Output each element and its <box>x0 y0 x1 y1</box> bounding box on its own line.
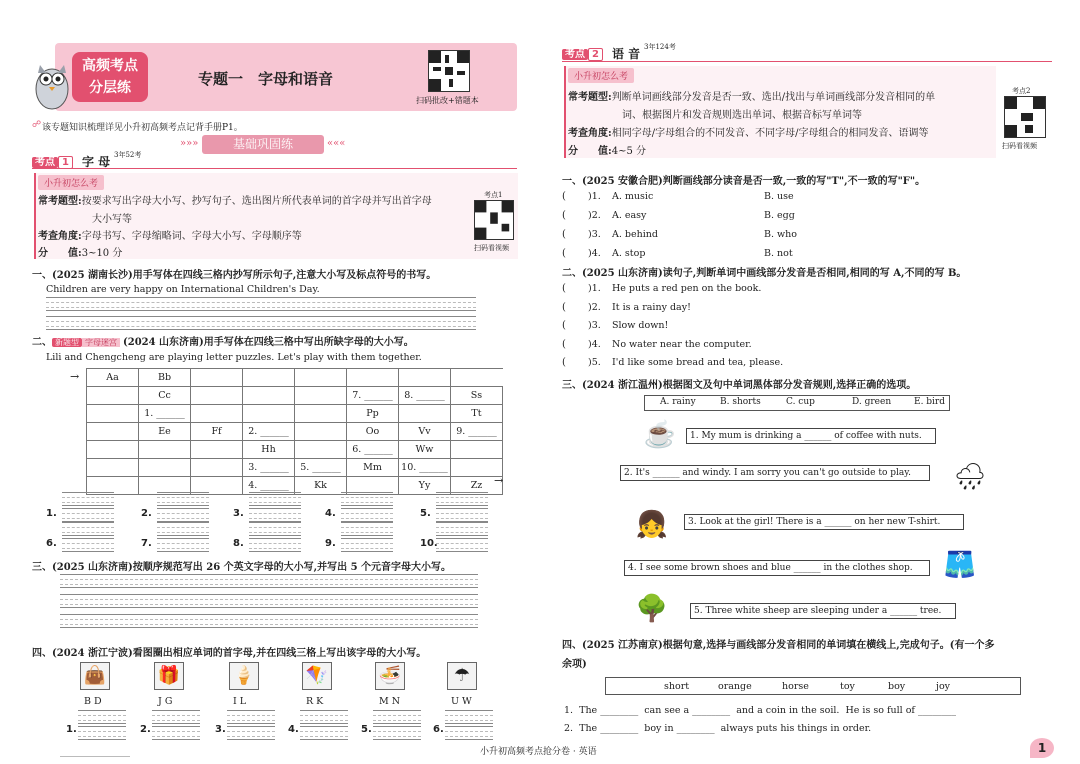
k2-row3-text: 4~5 分 <box>611 146 646 157</box>
answer-writing-lines[interactable] <box>78 710 126 724</box>
ice-cream-icon: 🍦 <box>229 662 259 690</box>
kaodian1-rule <box>32 168 517 169</box>
note-text: 该专题知识梳理详见小升初高频考点记背手册P1。 <box>42 123 243 133</box>
answer-writing-lines[interactable] <box>341 538 393 552</box>
answer-writing-lines[interactable] <box>62 508 114 522</box>
qr-code-icon[interactable] <box>428 50 470 92</box>
badge-line2: 分层练 <box>89 80 131 96</box>
q3-writing-lines-2[interactable] <box>60 594 478 608</box>
section-title-arrows-right: ««« <box>327 138 346 149</box>
answer-writing-lines[interactable] <box>300 726 348 740</box>
maze-cell <box>295 387 347 405</box>
coffee-cup-icon: ☕ <box>643 420 677 450</box>
answer-writing-lines[interactable] <box>436 492 488 506</box>
maze-row <box>87 459 503 477</box>
q3-writing-lines-1[interactable] <box>60 574 478 588</box>
maze-cell <box>87 459 139 477</box>
maze-cell: Ff <box>191 423 243 441</box>
maze-cell <box>295 405 347 423</box>
answer-writing-lines[interactable] <box>157 508 209 522</box>
answer-bracket[interactable]: ( <box>562 210 566 221</box>
maze-cell <box>191 405 243 423</box>
maze-cell <box>347 369 399 387</box>
q2-prefix: 二、 <box>32 337 52 348</box>
shorts-icon: 🩳 <box>943 550 977 580</box>
answer-writing-lines[interactable] <box>152 710 200 724</box>
item-number: )1. <box>588 191 601 202</box>
answer-writing-lines[interactable] <box>157 492 209 506</box>
letter-choice[interactable]: B D <box>84 696 102 707</box>
maze-cell <box>399 369 451 387</box>
answer-writing-lines[interactable] <box>62 492 114 506</box>
badge <box>72 52 148 102</box>
maze-cell[interactable]: 3. ______ <box>243 459 295 477</box>
kaodian2-subtag: 小升初怎么考 <box>568 68 634 83</box>
answer-writing-lines[interactable] <box>249 508 301 522</box>
kaodian2-row3 <box>568 142 646 157</box>
rq4-sentence2: 2. The ________ boy in ________ always puts his things in order. <box>564 723 872 734</box>
item-number: )4. <box>588 338 601 350</box>
maze-cell[interactable]: 9. ______ <box>451 423 503 441</box>
maze-cell <box>139 441 191 459</box>
answer-bracket[interactable]: ( <box>562 301 566 313</box>
maze-cell: Ss <box>451 387 503 405</box>
maze-cell <box>295 441 347 459</box>
answer-writing-lines[interactable] <box>249 492 301 506</box>
rq4-title: 四、(2025 江苏南京)根据句意,选择与画线部分发音相同的单词填在横线上,完成句子。(有一个多 <box>562 640 995 651</box>
k2-row2-label: 考查角度: <box>568 128 612 139</box>
letter-choice[interactable]: U W <box>451 696 472 707</box>
kaodian1-label: 考点 <box>32 157 58 168</box>
item-number: 4. <box>288 724 299 735</box>
answer-writing-lines[interactable] <box>157 522 209 536</box>
maze-cell[interactable]: 5. ______ <box>295 459 347 477</box>
maze-cell: Aa <box>87 369 139 387</box>
maze-cell: Yy <box>399 477 451 495</box>
bag-icon: 👜 <box>80 662 110 690</box>
row1-text: 按要求写出字母大小写、抄写句子、选出图片所代表单词的首字母并写出首字母 <box>81 196 432 207</box>
answer-writing-lines[interactable] <box>249 538 301 552</box>
kaodian2-num: 2 <box>588 48 603 61</box>
k2-row3-label: 分 值: <box>568 146 612 157</box>
kaodian2-row1-cont: 词、根据图片和发音规则选出单词、根据音标写单词等 <box>622 110 862 121</box>
maze-row <box>87 423 503 441</box>
tree-icon: 🌳 <box>635 594 669 624</box>
kaodian2-rule <box>562 61 1052 62</box>
maze-cell <box>191 459 243 477</box>
page-number: 1 <box>1030 738 1054 758</box>
k2-row2-text: 相同字母/字母组合的不同发音、不同字母/字母组合的相同发音、语调等 <box>611 128 929 139</box>
word-bank-item: toy <box>840 681 855 692</box>
maze-cell[interactable]: 2. ______ <box>243 423 295 441</box>
kaodian2-name: 语 音 <box>612 47 641 61</box>
answer-writing-lines[interactable] <box>445 726 493 740</box>
kaodian2-row1 <box>568 88 935 103</box>
answer-writing-lines[interactable] <box>436 508 488 522</box>
kaodian2-qr-caption: 扫码看视频 <box>1002 142 1037 150</box>
answer-bracket[interactable]: ( <box>562 229 566 240</box>
rq4-title-cont: 余项) <box>562 659 587 670</box>
answer-writing-lines[interactable] <box>227 726 275 740</box>
answer-writing-lines[interactable] <box>445 710 493 724</box>
kite-icon: 🪁 <box>302 662 332 690</box>
kaodian1-row3 <box>38 244 122 259</box>
maze-cell <box>243 387 295 405</box>
item-number: 5. <box>361 724 372 735</box>
sentence: I'd like some bread and tea, please. <box>612 357 784 368</box>
kaodian1-row1-cont: 大小写等 <box>92 214 132 225</box>
sentence-box[interactable]: 3. Look at the girl! There is a ______ on her new T-shirt. <box>684 514 964 530</box>
new-type-tag: 新题型 <box>52 338 82 347</box>
maze-arrow-in: → <box>70 370 80 383</box>
kaodian1-row2 <box>38 227 302 242</box>
q3-title: 三、(2025 山东济南)按顺序规范写出 26 个英文字母的大小写,并写出 5 个元音字母大小写。 <box>32 562 452 573</box>
badge-line1: 高频考点 <box>82 58 138 74</box>
maze-cell <box>243 405 295 423</box>
answer-bracket[interactable]: ( <box>562 248 566 259</box>
q1-writing-lines[interactable] <box>46 297 476 311</box>
item-number: 1. <box>66 724 77 735</box>
answer-writing-lines[interactable] <box>300 710 348 724</box>
option-word: D. green <box>852 397 892 407</box>
answer-number: 10. <box>420 538 438 549</box>
rq4-sentence1: 1. The ________ can see a ________ and a coin in the soil. He is so full of ________ <box>564 705 956 716</box>
q2-sentence: Lili and Chengcheng are playing letter puzzles. Let's play with them together. <box>46 352 422 363</box>
maze-cell: Ww <box>399 441 451 459</box>
answer-bracket[interactable]: ( <box>562 191 566 202</box>
sentence: No water near the computer. <box>612 338 752 350</box>
answer-writing-lines[interactable] <box>62 538 114 552</box>
sentence: It is a rainy day! <box>612 301 691 313</box>
word-bank-item: boy <box>888 681 906 692</box>
qr-code-icon[interactable] <box>474 200 514 240</box>
gift-box-icon: 🎁 <box>154 662 184 690</box>
maze-cell[interactable]: 8. ______ <box>399 387 451 405</box>
item-number: )3. <box>588 229 601 240</box>
maze-row <box>87 441 503 459</box>
answer-writing-lines[interactable] <box>157 538 209 552</box>
option-word: A. rainy <box>660 397 696 407</box>
answer-number: 2. <box>141 508 152 519</box>
kaodian1-freq: 3年52考 <box>114 151 142 159</box>
maze-row <box>87 387 503 405</box>
kaodian2-row2 <box>568 124 928 139</box>
kaodian1-tag <box>32 153 73 168</box>
link-icon: ☍ <box>32 120 42 130</box>
letter-choice[interactable]: R K <box>306 696 324 707</box>
item-number: )4. <box>588 248 601 259</box>
row1-label: 常考题型: <box>38 196 82 207</box>
answer-number: 7. <box>141 538 152 549</box>
item-number: )1. <box>588 283 601 294</box>
word-option: B. egg <box>764 210 795 221</box>
section-title: 基础巩固练 <box>202 135 324 154</box>
letter-maze-table <box>86 368 503 495</box>
answer-writing-lines[interactable] <box>62 522 114 536</box>
maze-cell <box>295 423 347 441</box>
sentence: He puts a red pen on the book. <box>612 283 762 294</box>
q1-writing-lines-2[interactable] <box>46 316 476 330</box>
answer-writing-lines[interactable] <box>436 538 488 552</box>
answer-bracket[interactable]: ( <box>562 320 566 331</box>
maze-cell: Vv <box>399 423 451 441</box>
answer-bracket[interactable]: ( <box>562 283 566 294</box>
row2-label: 考查角度: <box>38 231 82 242</box>
maze-row <box>87 369 503 387</box>
answer-writing-lines[interactable] <box>373 726 421 740</box>
mascot-icon <box>32 55 72 113</box>
qr-caption: 扫码批改+错题本 <box>416 96 479 105</box>
maze-cell[interactable]: 10. ______ <box>399 459 451 477</box>
maze-cell: Ee <box>139 423 191 441</box>
kaodian1-subtag: 小升初怎么考 <box>38 175 104 190</box>
kaodian2-label: 考点 <box>562 49 588 60</box>
item-number: )5. <box>588 357 601 368</box>
word-bank-item: orange <box>718 681 752 692</box>
maze-cell: Cc <box>139 387 191 405</box>
maze-cell <box>87 387 139 405</box>
maze-cell[interactable]: 7. ______ <box>347 387 399 405</box>
kaodian1-qr-caption: 扫码看视频 <box>474 244 509 252</box>
word-option: B. use <box>764 191 794 202</box>
maze-cell <box>451 441 503 459</box>
item-number: )2. <box>588 210 601 221</box>
letter-choice[interactable]: J G <box>158 696 173 707</box>
answer-number: 3. <box>233 508 244 519</box>
footer-text: 小升初高频考点抢分卷 · 英语 <box>480 747 597 757</box>
sentence-box[interactable]: 5. Three white sheep are sleeping under a ______ tree. <box>690 603 956 619</box>
answer-number: 8. <box>233 538 244 549</box>
q4-title: 四、(2024 浙江宁波)看图圈出相应单词的首字母,并在四线三格上写出该字母的大小写。 <box>32 648 427 659</box>
noodles-icon: 🍜 <box>375 662 405 690</box>
q3-writing-lines-3[interactable] <box>60 614 478 628</box>
word-bank-item: joy <box>936 681 951 692</box>
bottom-left-rule <box>60 756 130 757</box>
answer-writing-lines[interactable] <box>152 726 200 740</box>
maze-cell <box>87 441 139 459</box>
letter-choice[interactable]: I L <box>233 696 247 707</box>
maze-cell <box>87 405 139 423</box>
answer-writing-lines[interactable] <box>78 726 126 740</box>
word-option: B. who <box>764 229 797 240</box>
word-bank-item: short <box>664 681 690 692</box>
item-number: )2. <box>588 301 601 313</box>
umbrella-icon: ☂ <box>447 662 477 690</box>
word-option: A. behind <box>612 229 658 240</box>
maze-cell <box>87 423 139 441</box>
maze-cell <box>243 369 295 387</box>
answer-number: 5. <box>420 508 431 519</box>
maze-cell: Bb <box>139 369 191 387</box>
maze-cell: Mm <box>347 459 399 477</box>
kaodian1-name: 字 母 <box>82 155 111 169</box>
maze-cell: Oo <box>347 423 399 441</box>
kaodian1-row1 <box>38 194 478 210</box>
kaodian2-tag <box>562 45 603 60</box>
option-word: E. bird <box>914 397 945 407</box>
maze-cell[interactable]: 6. ______ <box>347 441 399 459</box>
maze-row <box>87 405 503 423</box>
maze-cell <box>191 369 243 387</box>
girl-icon: 👧 <box>635 510 669 540</box>
maze-cell: Zz <box>451 477 503 495</box>
word-option: B. not <box>764 248 793 259</box>
option-word: B. shorts <box>720 397 761 407</box>
answer-number: 6. <box>46 538 57 549</box>
maze-cell: Hh <box>243 441 295 459</box>
unit-title: 专题一 字母和语音 <box>198 70 334 88</box>
kaodian2-freq: 3年124考 <box>644 43 676 51</box>
sentence-box[interactable]: 4. I see some brown shoes and blue ______ in the clothes shop. <box>624 560 930 576</box>
item-number: )3. <box>588 320 601 331</box>
answer-writing-lines[interactable] <box>227 710 275 724</box>
answer-number: 4. <box>325 508 336 519</box>
maze-cell <box>399 405 451 423</box>
qr-code-icon[interactable] <box>1004 96 1046 138</box>
maze-tag: 字母迷宫 <box>82 338 120 347</box>
maze-cell[interactable]: 1. ______ <box>139 405 191 423</box>
sentence: Slow down! <box>612 320 669 331</box>
kaodian1-num: 1 <box>58 156 73 169</box>
rq1-title: 一、(2025 安徽合肥)判断画线部分读音是否一致,一致的写"T",不一致的写"F"。 <box>562 176 926 187</box>
q1-sentence: Children are very happy on International Children's Day. <box>46 284 320 295</box>
sentence-box[interactable]: 2. It's ______ and windy. I am sorry you can't go outside to play. <box>620 465 930 481</box>
answer-number: 9. <box>325 538 336 549</box>
maze-cell[interactable]: 4. ______ <box>243 477 295 495</box>
maze-cell <box>295 369 347 387</box>
maze-cell <box>191 441 243 459</box>
row2-text: 字母书写、字母缩略词、字母大小写、字母顺序等 <box>81 231 302 242</box>
answer-writing-lines[interactable] <box>249 522 301 536</box>
k2-row1-label: 常考题型: <box>568 92 612 103</box>
item-number: 2. <box>140 724 151 735</box>
word-option: A. stop <box>612 248 646 259</box>
answer-writing-lines[interactable] <box>341 492 393 506</box>
rq2-title: 二、(2025 山东济南)读句子,判断单词中画线部分发音是否相同,相同的写 A,不同的写 B。 <box>562 268 967 279</box>
answer-writing-lines[interactable] <box>436 522 488 536</box>
maze-cell <box>191 387 243 405</box>
maze-cell <box>451 369 503 387</box>
section-title-arrows-left: »»» <box>180 138 199 149</box>
maze-cell: Pp <box>347 405 399 423</box>
kaodian1-qr-top: 考点1 <box>484 191 503 199</box>
maze-cell: Kk <box>295 477 347 495</box>
maze-arrow-out: → <box>494 474 504 487</box>
row3-text: 3~10 分 <box>81 248 123 259</box>
k2-row1-text: 判断单词画线部分发音是否一致、选出/找出与单词画线部分发音相同的单 <box>611 92 936 103</box>
q1-title: 一、(2025 湖南长沙)用手写体在四线三格内抄写所示句子,注意大小写及标点符号的书写。 <box>32 270 437 281</box>
answer-bracket[interactable]: ( <box>562 357 566 368</box>
word-option: A. easy <box>612 210 647 221</box>
answer-writing-lines[interactable] <box>373 710 421 724</box>
option-word: C. cup <box>786 397 815 407</box>
word-option: A. music <box>612 191 654 202</box>
sentence-box[interactable]: 1. My mum is drinking a ______ of coffee with nuts. <box>686 428 936 444</box>
answer-bracket[interactable]: ( <box>562 338 566 350</box>
kaodian2-qr-top: 考点2 <box>1012 87 1031 95</box>
maze-cell <box>139 459 191 477</box>
letter-choice[interactable]: M N <box>379 696 401 707</box>
answer-writing-lines[interactable] <box>341 522 393 536</box>
rq3-title: 三、(2024 浙江温州)根据图文及句中单词黑体部分发音规则,选择正确的选项。 <box>562 380 917 391</box>
answer-number: 1. <box>46 508 57 519</box>
item-number: 6. <box>433 724 444 735</box>
row3-label: 分 值: <box>38 248 82 259</box>
maze-cell: Tt <box>451 405 503 423</box>
answer-writing-lines[interactable] <box>341 508 393 522</box>
word-bank-item: horse <box>782 681 809 692</box>
item-number: 3. <box>215 724 226 735</box>
q2-header <box>32 333 414 348</box>
q2-title: (2024 山东济南)用手写体在四线三格中写出所缺字母的大小写。 <box>123 337 414 348</box>
rainy-window-icon: 🌧 <box>953 462 987 492</box>
